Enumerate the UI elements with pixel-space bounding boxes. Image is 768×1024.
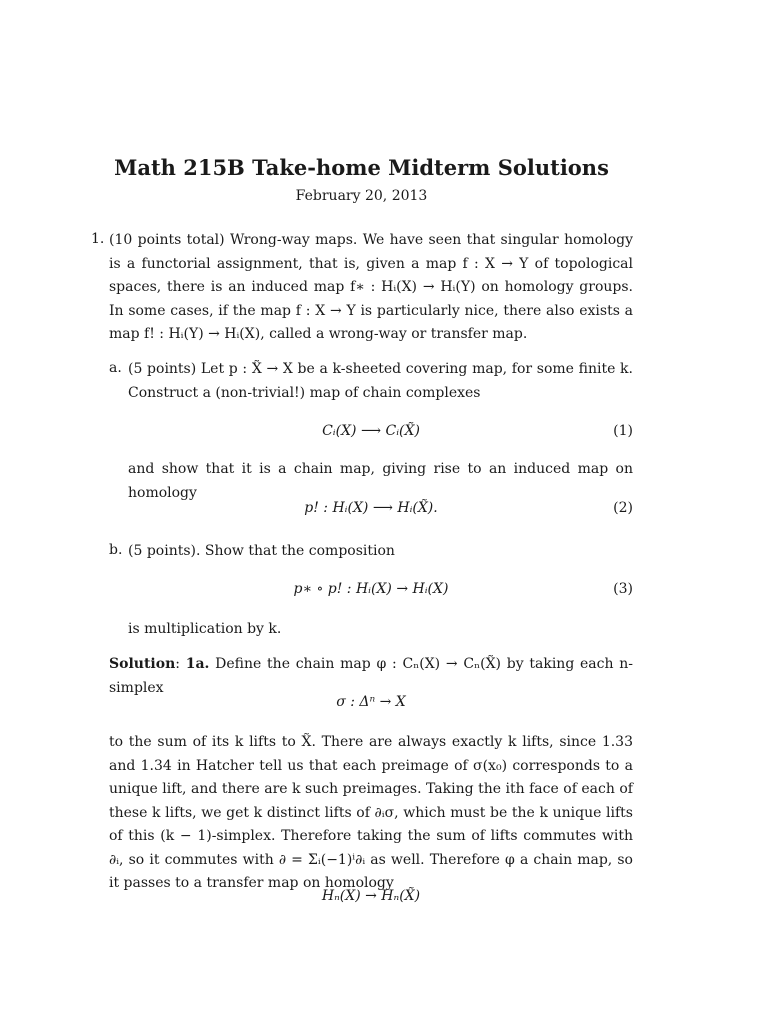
equation-2-body: p! : Hᵢ(X) ⟶ Hᵢ(X̃).	[304, 500, 438, 516]
part-a-label: a.	[109, 360, 122, 376]
solution-text: Define the chain map φ : Cₙ(X) → Cₙ(X̃) by taking each n-simplex	[109, 656, 634, 696]
solution-intro: Solution: 1a. Define the chain map φ : Cₙ(X) → Cₙ(X̃) by taking each n-simplex	[109, 656, 634, 696]
equation-3-body: p∗ ∘ p! : Hᵢ(X) → Hᵢ(X)	[293, 581, 449, 597]
part-b-text-2: is multiplication by k.	[128, 621, 282, 637]
part-b-label: b.	[109, 542, 123, 558]
solution-sublabel: 1a.	[185, 656, 210, 672]
problem-number: 1.	[91, 231, 105, 247]
simplex-equation	[109, 694, 633, 710]
problem-1-statement: (10 points total) Wrong-way maps. We have seen that singular homology is a functorial assignment, that is, given a map f : X → Y of topological spaces, there is an induced map f∗ : Hᵢ(X) → Hᵢ(Y) on homology groups. In some cases, if the map f : X → Y is particularly nice, there also exists a map f! : Hᵢ(Y) → Hᵢ(X), called a wrong-way or transfer map.	[109, 232, 633, 342]
equation-3-number: (3)	[613, 581, 633, 597]
part-a-text: (5 points) Let p : X̃ → X be a k-sheeted covering map, for some finite k. Construct a (non-trivial!) map of chain complexes	[128, 361, 633, 401]
part-a-text-2: and show that it is a chain map, giving rise to an induced map on homology	[128, 461, 633, 501]
part-b-text: (5 points). Show that the composition	[128, 543, 395, 559]
homology-equation-body: Hₙ(X) → Hₙ(X̃)	[321, 888, 421, 904]
equation-1-number: (1)	[613, 423, 633, 439]
solution-label: Solution	[109, 656, 176, 672]
equation-2	[109, 500, 633, 516]
equation-2-number: (2)	[613, 500, 633, 516]
homology-equation	[109, 888, 633, 904]
solution-body: to the sum of its k lifts to X̃. There are always exactly k lifts, since 1.33 and 1.34 in Hatcher tell us that each preimage of σ(x₀) corresponds to a unique lift, and there are k such preimages. Taking the ith face of each of these k lifts, we get k distinct lifts of ∂ᵢσ, which must be the k unique lifts of this (k − 1)-simplex. Therefore taking the sum of lifts commutes with ∂ᵢ, so it commutes with ∂ = Σᵢ(−1)ⁱ∂ᵢ as well. Therefore φ a chain map, so it passes to a transfer map on homology	[109, 734, 633, 891]
equation-3	[109, 581, 633, 597]
equation-1	[109, 423, 633, 439]
document-title: Math 215B Take-home Midterm Solutions	[114, 155, 609, 180]
equation-1-body: Cᵢ(X) ⟶ Cᵢ(X̃)	[322, 423, 420, 439]
simplex-equation-body: σ : Δⁿ → X	[336, 694, 406, 710]
document-date: February 20, 2013	[295, 188, 428, 204]
